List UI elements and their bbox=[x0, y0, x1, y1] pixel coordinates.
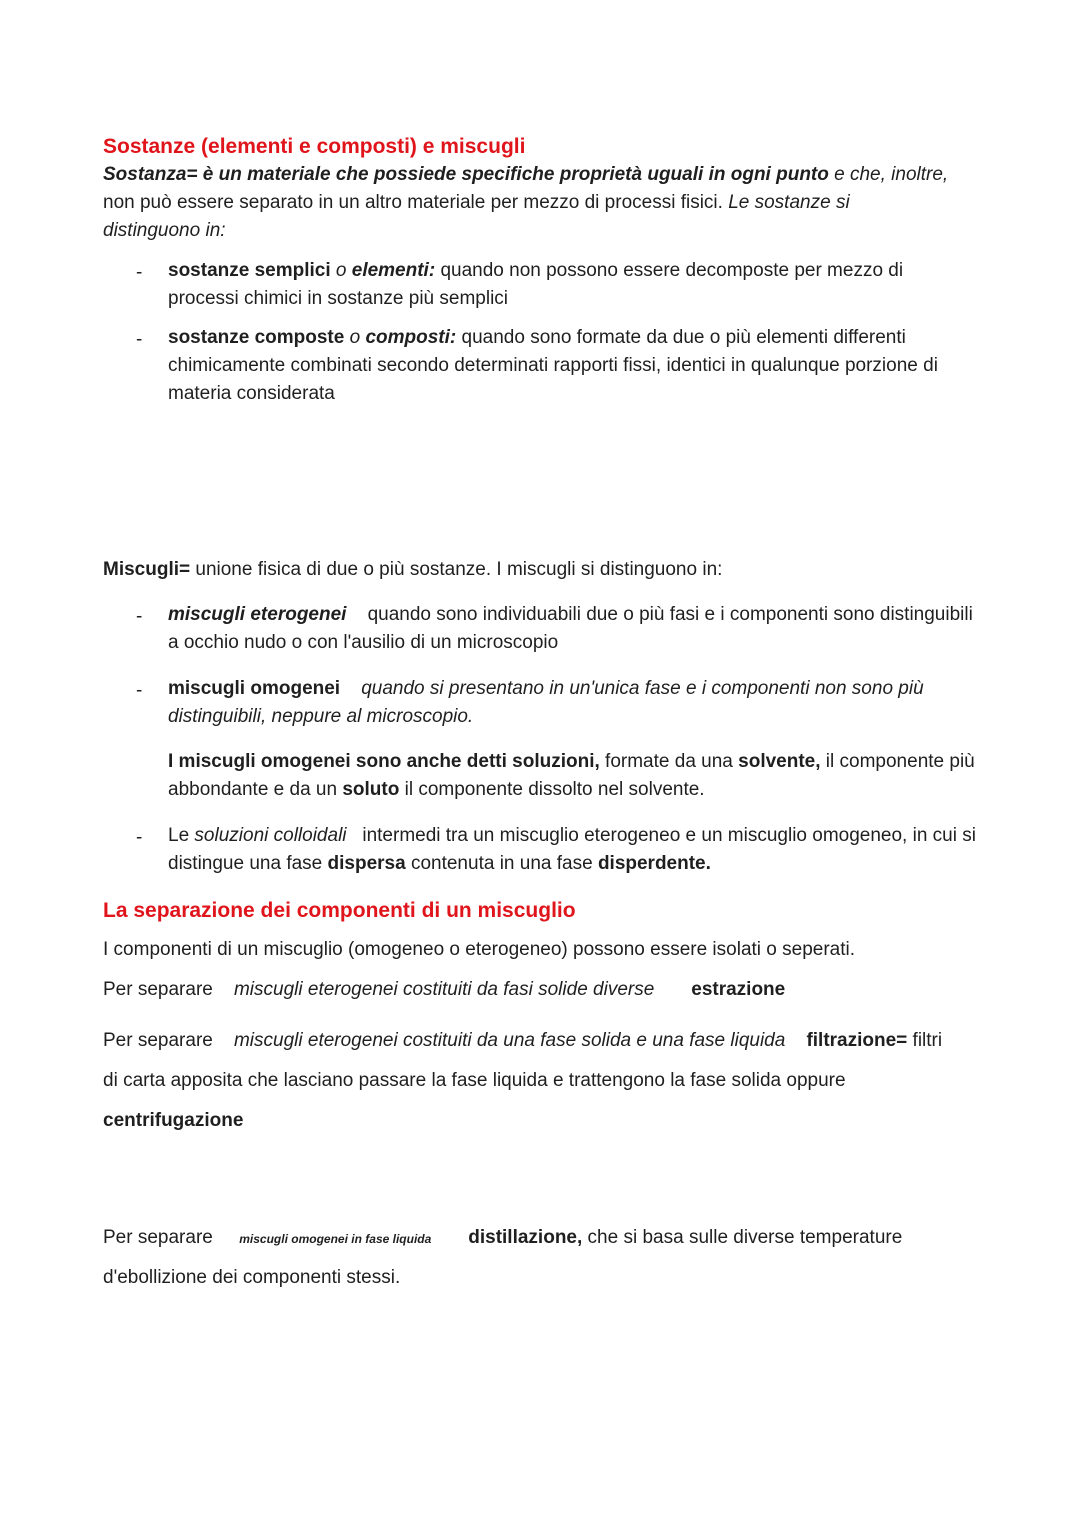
list-item-soluzioni-colloidali bbox=[168, 822, 978, 878]
separazione-row-centrifugazione: centrifugazione bbox=[103, 1110, 244, 1131]
separazione-row-filtrazione bbox=[103, 1027, 983, 1055]
list-item-text: intermedi tra un miscuglio eterogeneo e un miscuglio omogeneo, in cui si distingue una fase bbox=[168, 825, 976, 874]
list-dash: - bbox=[136, 329, 143, 350]
separazione-row-distillazione-line2: d'ebollizione dei componenti stessi. bbox=[103, 1267, 401, 1288]
definition-sostanza-line1 bbox=[103, 161, 983, 189]
list-item-text: contenuta in una fase bbox=[405, 853, 598, 874]
definition-text: unione fisica di due o più sostanze. I miscugli si distinguono in: bbox=[190, 559, 723, 580]
row-method: distillazione, bbox=[468, 1227, 583, 1248]
definition-sostanza-line2 bbox=[103, 189, 983, 217]
separazione-intro: I componenti di un miscuglio (omogeneo o eterogeneo) possono essere isolati o seperati. bbox=[103, 939, 856, 960]
list-item-term: sostanze semplici bbox=[168, 260, 331, 281]
list-item-term: sostanze composte bbox=[168, 327, 345, 348]
list-item-term: soluzioni colloidali bbox=[194, 825, 347, 846]
definition-term: Miscugli= bbox=[103, 559, 191, 580]
soluzioni-text: il componente più abbondante e da un bbox=[168, 751, 975, 800]
row-tail: che si basa sulle diverse temperature bbox=[582, 1227, 903, 1248]
definition-bold-text: è un materiale che possiede specifiche proprietà uguali in ogni punto bbox=[197, 164, 829, 185]
list-item-term: miscugli eterogenei bbox=[168, 604, 347, 625]
row-lead: Per separare bbox=[103, 1030, 213, 1051]
list-item-connector: o bbox=[330, 260, 352, 281]
section-heading-sostanze: Sostanze (elementi e composti) e miscugli bbox=[103, 135, 526, 158]
separazione-row-estrazione bbox=[103, 976, 983, 1004]
definition-sostanza-line3: distinguono in: bbox=[103, 220, 226, 241]
colloidali-dispersa: dispersa bbox=[327, 853, 406, 874]
separazione-row-distillazione bbox=[103, 1224, 983, 1253]
list-item-term-alt: composti: bbox=[365, 327, 457, 348]
row-method: filtrazione= bbox=[806, 1030, 908, 1051]
soluzioni-soluto: soluto bbox=[342, 779, 400, 800]
list-item-sostanze-semplici bbox=[168, 257, 978, 313]
colloidali-lead: Le bbox=[168, 825, 195, 846]
soluzioni-bold-lead: I miscugli omogenei sono anche detti soluzioni, bbox=[168, 751, 600, 772]
row-tail: filtri bbox=[907, 1030, 943, 1051]
row-method: estrazione bbox=[691, 979, 786, 1000]
definition-italic-text: Le sostanze si bbox=[722, 192, 850, 213]
definition-miscugli bbox=[103, 556, 983, 584]
list-dash: - bbox=[136, 680, 143, 701]
list-item-sostanze-composte bbox=[168, 324, 978, 408]
row-lead: Per separare bbox=[103, 1227, 213, 1248]
row-italic: miscugli eterogenei costituiti da fasi solide diverse bbox=[233, 979, 655, 1000]
list-dash: - bbox=[136, 262, 143, 283]
list-item-text: quando non possono essere decomposte per mezzo di processi chimici in sostanze più semplici bbox=[168, 260, 904, 309]
row-tiny: miscugli omogenei in fase liquida bbox=[239, 1232, 432, 1246]
list-item-text: quando sono formate da due o più elementi differenti chimicamente combinati secondo determinati rapporti fissi, identici in qualunque porzione di materia considerata bbox=[168, 327, 938, 404]
definition-italic-text: e che, inoltre, bbox=[828, 164, 949, 185]
colloidali-disperdente: disperdente. bbox=[597, 853, 711, 874]
separazione-row-filtrazione-line2: di carta apposita che lasciano passare la fase liquida e trattengono la fase solida oppure bbox=[103, 1070, 846, 1091]
soluzioni-text: il componente dissolto nel solvente. bbox=[399, 779, 705, 800]
list-item-connector: o bbox=[344, 327, 366, 348]
paragraph-soluzioni bbox=[168, 748, 978, 804]
list-dash: - bbox=[136, 827, 143, 848]
section-heading-separazione: La separazione dei componenti di un miscuglio bbox=[103, 899, 576, 922]
soluzioni-solvente: solvente, bbox=[738, 751, 821, 772]
soluzioni-text: formate da una bbox=[599, 751, 739, 772]
list-item-term-alt: elementi: bbox=[351, 260, 436, 281]
row-italic: miscugli eterogenei costituiti da una fase solida e una fase liquida bbox=[233, 1030, 786, 1051]
list-item-miscugli-eterogenei bbox=[168, 601, 978, 657]
definition-term: Sostanza= bbox=[103, 164, 198, 185]
row-lead: Per separare bbox=[103, 979, 213, 1000]
list-item-miscugli-omogenei bbox=[168, 675, 978, 731]
list-item-term: miscugli omogenei bbox=[168, 678, 341, 699]
list-item-text: quando si presentano in un'unica fase e i componenti non sono più distinguibili, neppure al microscopio. bbox=[168, 678, 924, 727]
list-dash: - bbox=[136, 606, 143, 627]
list-item-text: quando sono individuabili due o più fasi e i componenti sono distinguibili a occhio nudo o con l'ausilio di un microscopio bbox=[168, 604, 973, 653]
definition-text: non può essere separato in un altro materiale per mezzo di processi fisici. bbox=[103, 192, 723, 213]
